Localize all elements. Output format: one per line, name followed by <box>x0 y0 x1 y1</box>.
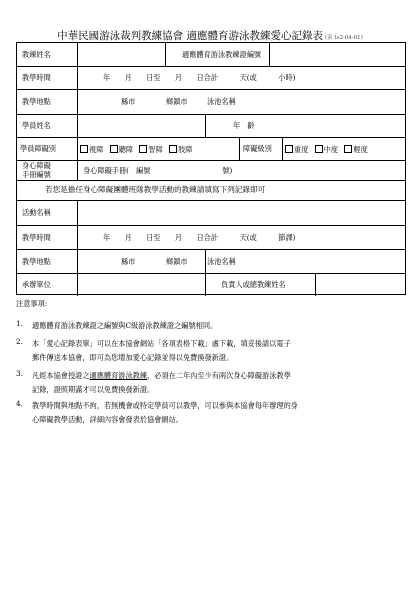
option-vision[interactable]: 視障 <box>80 145 103 154</box>
checkbox-icon[interactable] <box>169 145 177 153</box>
note-text-line: 記錄，證照期滿才可以免費換發新證。 <box>32 385 155 394</box>
handbook-label-line1: 身心障礙 <box>22 161 51 170</box>
group-time-label: 教學時間 <box>22 233 51 242</box>
pool-name-label: 泳池名稱 <box>207 97 236 106</box>
note-text-line: 心障礙教學活動，詳細內容會發表於協會網站。 <box>32 415 183 424</box>
title-text: 中華民國游泳裁判教練協會 適應體育游泳教練愛心記錄表 <box>57 30 324 42</box>
row-divider <box>17 180 405 181</box>
note-number: 2. <box>16 337 23 346</box>
checkbox-icon[interactable] <box>285 145 293 153</box>
col-divider <box>205 273 206 296</box>
col-divider <box>282 137 283 160</box>
time-range-text: 年 月 日至 月 日合計 天(或 小時) <box>103 73 296 82</box>
col-divider <box>77 43 78 180</box>
form-code: (表 ts2-04-01) <box>325 35 363 41</box>
col-divider <box>239 137 240 160</box>
cert-no-label: 適應體育游泳教練證編號 <box>182 50 262 59</box>
age-label: 年 齡 <box>233 121 255 130</box>
coach-name-label: 教練姓名 <box>22 50 51 59</box>
option-mild[interactable]: 輕度 <box>344 145 367 154</box>
location-label: 教學地點 <box>22 97 51 106</box>
record-form <box>16 42 406 295</box>
time-label: 教學時間 <box>22 73 51 82</box>
checkbox-icon[interactable] <box>139 145 147 153</box>
group-county-city-text: 縣市 <box>121 257 136 266</box>
col-divider <box>205 249 206 273</box>
row-divider <box>17 273 405 274</box>
row-divider <box>17 89 405 90</box>
county-city-text: 縣市 <box>121 97 136 106</box>
group-class-notice: 若您是擔任身心障礙團體班隊教學活動的教練請填寫下列記錄即可 <box>45 185 266 194</box>
row-divider <box>17 249 405 250</box>
note-text-line: 凡經本協會授證之適應體育游泳教練，必須在二年內至少有兩次身心障礙游泳教學 <box>32 371 291 380</box>
option-moderate[interactable]: 中度 <box>315 145 338 154</box>
row-divider <box>17 200 405 201</box>
group-township-text: 鄉鎮市 <box>166 257 188 266</box>
note-text-line: 郵件傳送本協會，即可為您增加愛心記錄並得以免費換發新證。 <box>32 353 234 362</box>
note-number: 1. <box>16 319 23 328</box>
row-divider <box>17 225 405 226</box>
disability-category-label: 學員障礙別 <box>20 144 56 153</box>
checkbox-icon[interactable] <box>344 145 352 153</box>
col-divider <box>315 273 316 296</box>
disability-level-options <box>285 145 368 153</box>
handbook-number-text: 身心障礙手冊( 編號 號) <box>83 166 233 175</box>
row-divider <box>17 160 405 161</box>
col-divider <box>205 114 206 137</box>
note-text-line: 本「愛心記錄表單」可以在本協會網站「各項表格下載」處下載，填妥後請以電子 <box>32 339 291 348</box>
note-number: 3. <box>16 369 23 378</box>
col-divider <box>77 200 78 296</box>
notes-heading: 注意事項: <box>16 299 48 308</box>
option-severe[interactable]: 重度 <box>285 145 308 154</box>
contact-person-label: 負責人或總教練姓名 <box>221 280 286 289</box>
note-number: 4. <box>16 399 23 408</box>
disability-level-label: 障礙級別 <box>243 144 272 153</box>
option-physical[interactable]: 肢障 <box>169 145 192 154</box>
checkbox-icon[interactable] <box>110 145 118 153</box>
option-intellectual[interactable]: 智障 <box>139 145 162 154</box>
disability-category-options <box>80 145 192 153</box>
student-name-label: 學員姓名 <box>22 121 51 130</box>
page-title <box>0 28 420 43</box>
township-text: 鄉鎮市 <box>166 97 188 106</box>
col-divider <box>269 43 270 66</box>
note-text-line: 教學時間與地點不拘，若無機會或特定學員可以教學，可以參與本協會每年辦理的身 <box>32 401 298 410</box>
organizer-label: 承辦單位 <box>22 280 51 289</box>
group-time-range-text: 年 月 日至 月 日合計 天(或 節課) <box>103 233 296 242</box>
col-divider <box>165 43 166 66</box>
option-hearing[interactable]: 聽障 <box>110 145 133 154</box>
row-divider <box>17 66 405 67</box>
group-location-label: 教學地點 <box>22 257 51 266</box>
underlined-title: 適應體育游泳教練 <box>89 371 148 380</box>
handbook-label-line2: 手冊編號 <box>22 170 51 179</box>
row-divider <box>17 114 405 115</box>
checkbox-icon[interactable] <box>315 145 323 153</box>
row-divider <box>17 137 405 138</box>
checkbox-icon[interactable] <box>80 145 88 153</box>
note-text: 適應體育游泳教練證之編號與C級游泳教練證之編號相同。 <box>32 321 218 330</box>
activity-name-label: 活動名稱 <box>22 208 51 217</box>
group-pool-name-label: 泳池名稱 <box>207 257 236 266</box>
